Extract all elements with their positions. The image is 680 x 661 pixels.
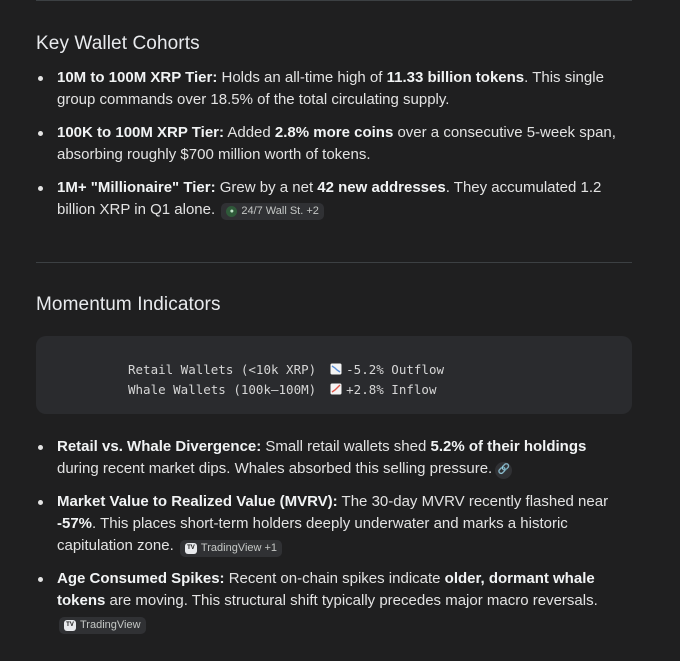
section-divider <box>36 262 632 263</box>
list-item: 100K to 100M XRP Tier: Added 2.8% more coins over a consecutive 5-week span, absorbing roughly $700 million worth of tokens. <box>36 122 632 166</box>
code-row-retail: Retail Wallets (<10k XRP) -5.2% Outflow <box>128 362 444 377</box>
section-title-cohorts: Key Wallet Cohorts <box>36 33 200 54</box>
list-item: 1M+ "Millionaire" Tier: Grew by a net 42 new addresses. They accumulated 1.2 billion XRP in Q1 alone. ● 24/7 Wall St. +2 <box>36 177 632 221</box>
item-highlight: 42 new addresses <box>317 179 446 196</box>
list-item: 10M to 100M XRP Tier: Holds an all-time high of 11.33 billion tokens. This single group commands over 18.5% of the total circulating supply. <box>36 67 632 111</box>
section-title-momentum: Momentum Indicators <box>36 294 221 315</box>
item-highlight: older, dormant whale tokens <box>57 570 595 609</box>
momentum-list <box>36 436 632 645</box>
code-block <box>36 336 632 414</box>
source-chip[interactable]: ● 24/7 Wall St. +2 <box>221 203 324 220</box>
item-label: 10M to 100M XRP Tier: <box>57 69 218 86</box>
chart-decreasing-icon <box>330 363 342 375</box>
newspaper-icon: ● <box>226 206 237 217</box>
item-highlight: -57% <box>57 515 93 532</box>
item-highlight: 2.8% more coins <box>274 124 394 141</box>
list-item: Age Consumed Spikes: Recent on-chain spikes indicate older, dormant whale tokens are moving. This structural shift typically precedes major macro reversals. TV TradingView <box>36 568 632 634</box>
item-label: Retail vs. Whale Divergence: <box>57 438 262 455</box>
item-label: Market Value to Realized Value (MVRV): <box>57 493 338 510</box>
link-icon[interactable]: 🔗 <box>495 462 512 479</box>
item-label: 1M+ "Millionaire" Tier: <box>57 179 216 196</box>
item-label: Age Consumed Spikes: <box>57 570 225 587</box>
source-chip[interactable]: TV TradingView <box>59 617 146 634</box>
tradingview-icon: TV <box>185 543 197 554</box>
item-highlight: 5.2% of their holdings <box>430 438 587 455</box>
chart-increasing-icon <box>330 383 342 395</box>
source-chip[interactable]: TV TradingView +1 <box>180 540 282 557</box>
item-label: 100K to 100M XRP Tier: <box>57 124 225 141</box>
cohorts-list <box>36 67 632 232</box>
list-item: Retail vs. Whale Divergence: Small retail wallets shed 5.2% of their holdings during recent market dips. Whales absorbed this selling pressure. 🔗 <box>36 436 632 480</box>
list-item: Market Value to Realized Value (MVRV): The 30-day MVRV recently flashed near -57%. This places short-term holders deeply underwater and marks a historic capitulation zone. TV TradingView +1 <box>36 491 632 557</box>
top-divider <box>36 0 632 1</box>
tradingview-icon: TV <box>64 620 76 631</box>
item-highlight: 11.33 billion tokens <box>386 69 525 86</box>
code-row-whale: Whale Wallets (100k–100M) +2.8% Inflow <box>128 382 437 397</box>
